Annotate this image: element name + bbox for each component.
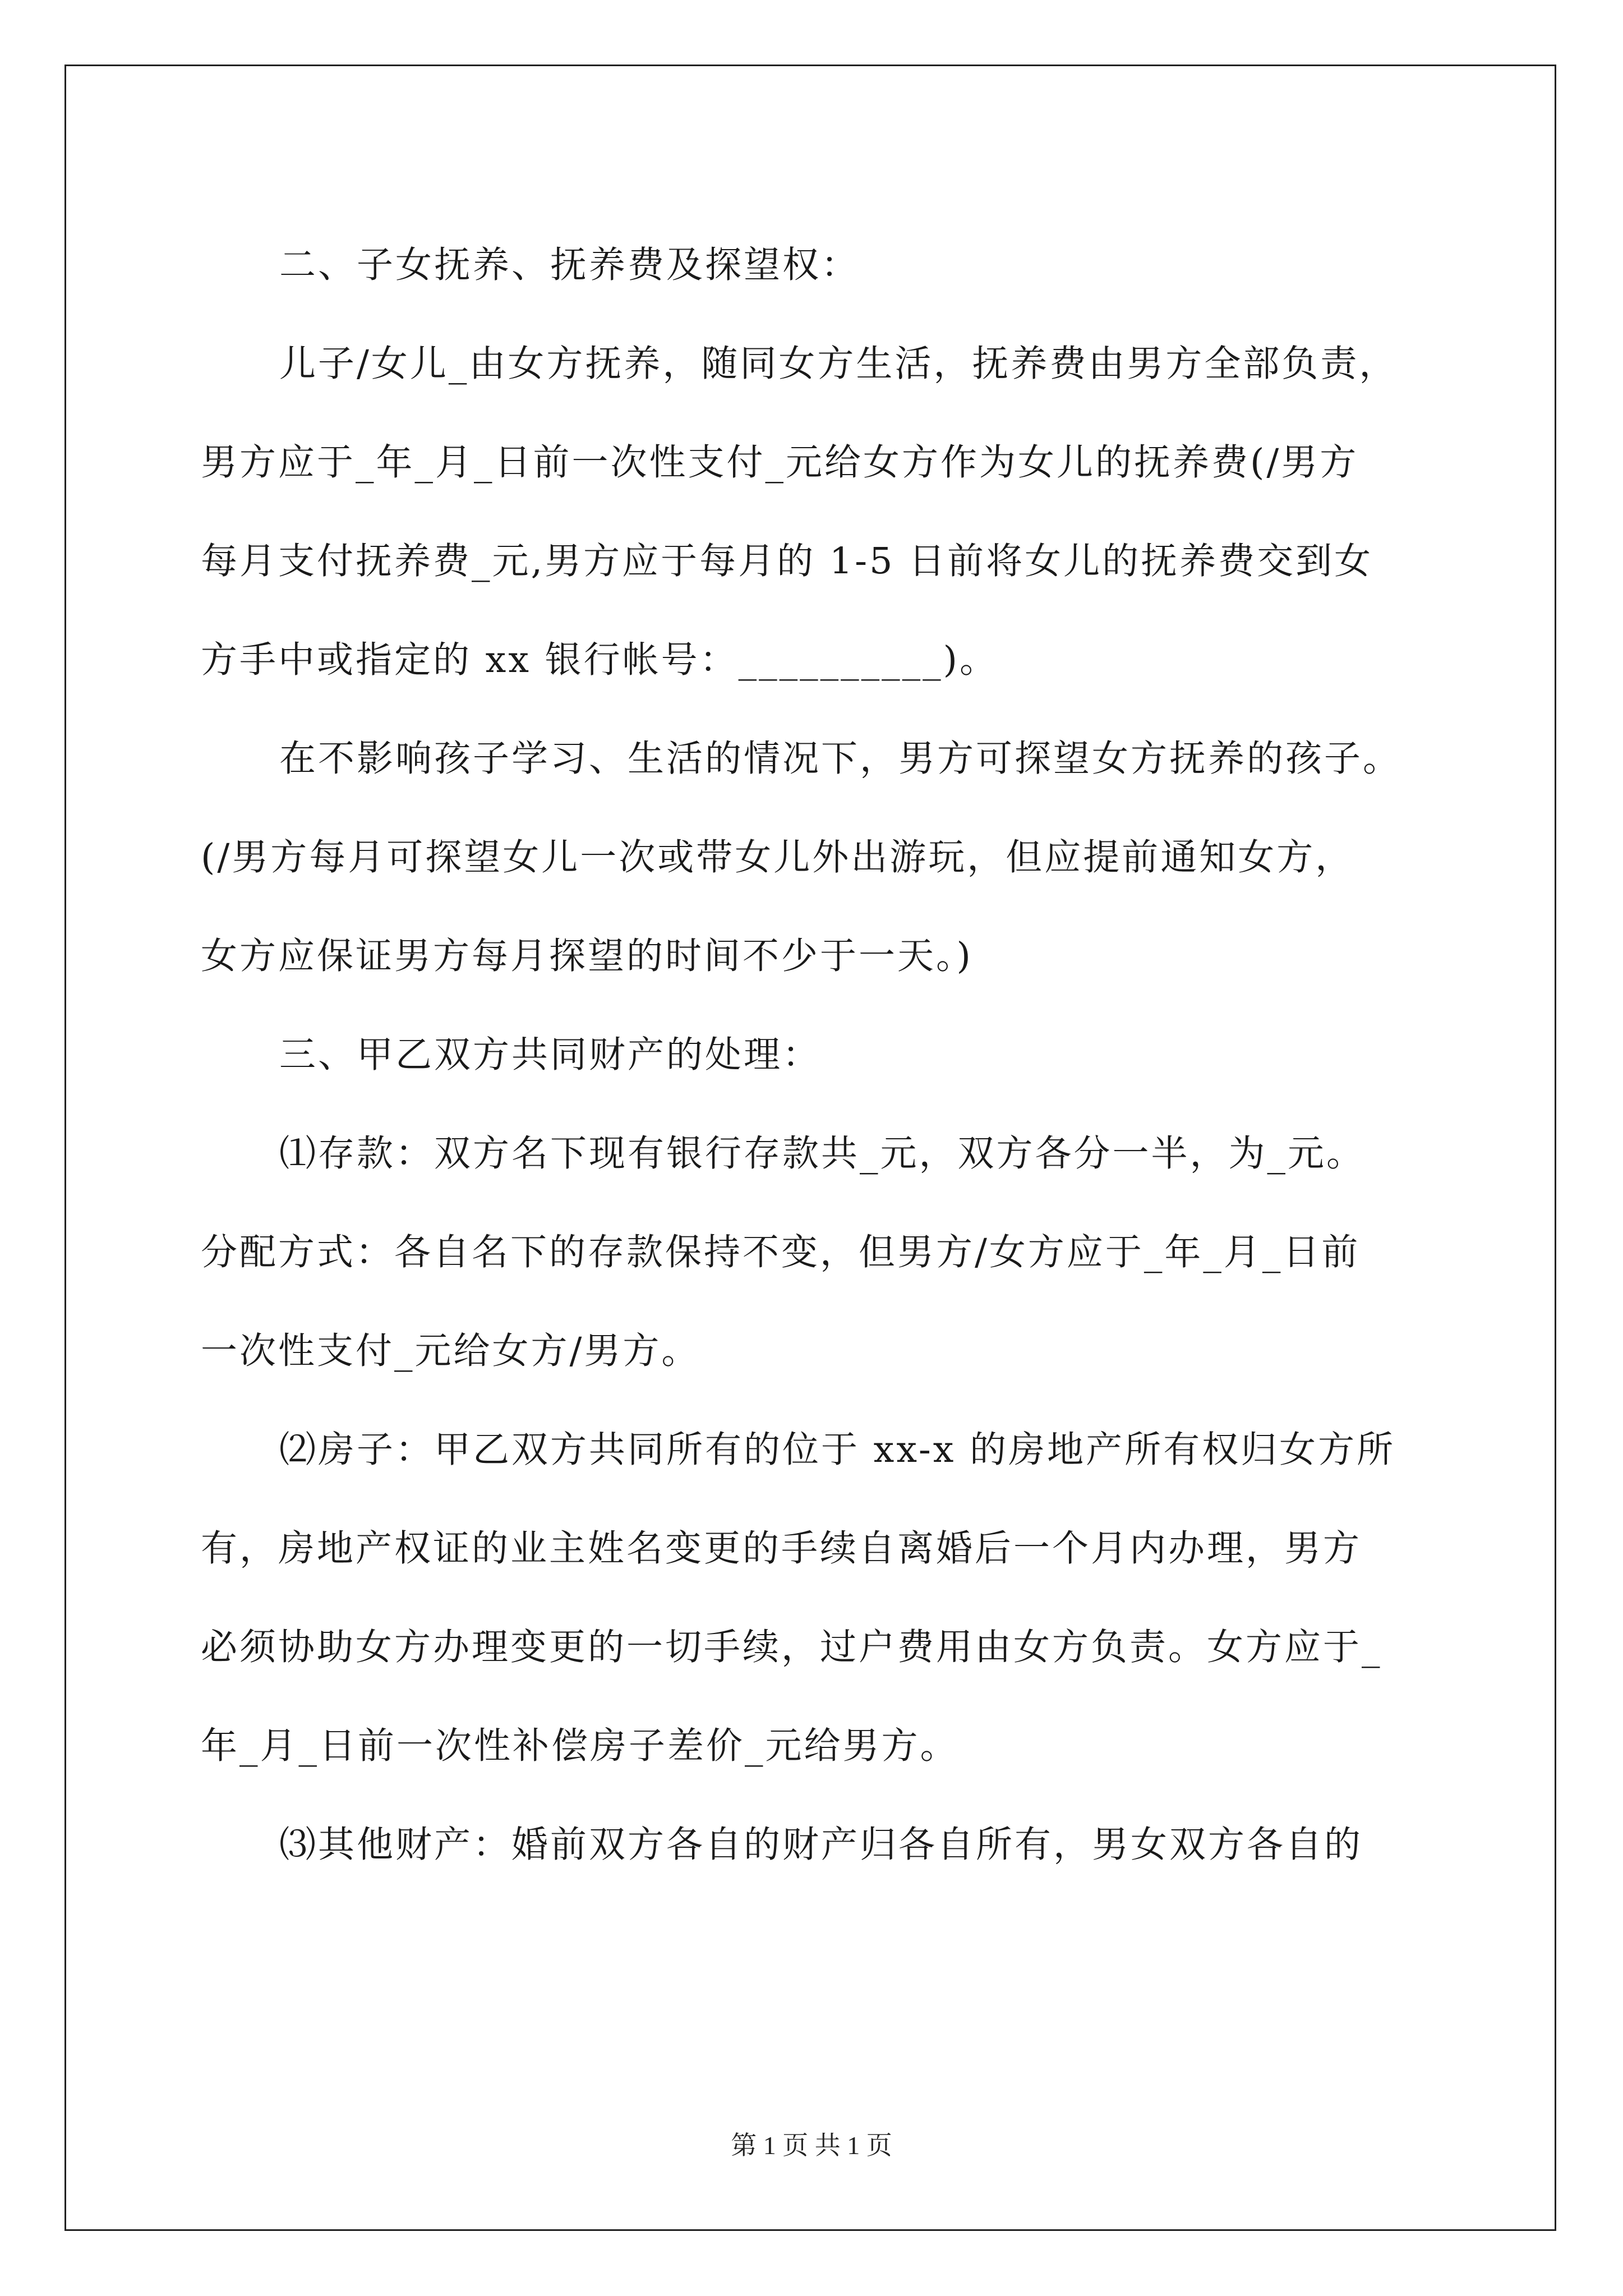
text-line: 每月支付抚养费_元,男方应于每月的 1-5 日前将女儿的抚养费交到女 — [201, 540, 1373, 582]
text-line: 二、子女抚养、抚养费及探望权： — [279, 244, 860, 286]
paragraph-savings — [201, 1105, 1435, 1401]
text-line: 三、甲乙双方共同财产的处理： — [279, 1034, 822, 1076]
paragraph-house — [201, 1401, 1435, 1796]
text-line: 儿子/女儿_由女方抚养，随同女方生活，抚养费由男方全部负责， — [279, 343, 1398, 385]
text-line: 女方应保证男方每月探望的时间不少于一天。) — [201, 935, 973, 977]
text-line: (/男方每月可探望女儿一次或带女儿外出游玩，但应提前通知女方， — [201, 836, 1354, 878]
section-heading-joint-property — [201, 1006, 1435, 1105]
text-line: 男方应于_年_月_日前一次性支付_元给女方作为女儿的抚养费(/男方 — [201, 441, 1359, 484]
text-line: 分配方式：各自名下的存款保持不变，但男方/女方应于_年_月_日前 — [201, 1231, 1361, 1273]
text-line: ⑴存款：双方名下现有银行存款共_元，双方各分一半，为_元。 — [279, 1133, 1366, 1175]
text-line: ⑵房子：甲乙双方共同所有的位于 xx-x 的房地产所有权归女方所 — [279, 1429, 1396, 1471]
paragraph-child-support — [201, 315, 1435, 710]
paragraph-other-property — [201, 1796, 1435, 1894]
page-number-footer: 第 1 页 共 1 页 — [731, 2131, 892, 2160]
text-line: 有，房地产权证的业主姓名变更的手续自离婚后一个月内办理，男方 — [201, 1527, 1362, 1570]
text-line: 方手中或指定的 xx 银行帐号：__________)。 — [201, 639, 998, 681]
text-line: 在不影响孩子学习、生活的情况下，男方可探望女方抚养的孩子。 — [279, 738, 1402, 780]
section-heading-child-custody — [201, 216, 1435, 315]
text-line: 年_月_日前一次性补偿房子差价_元给男方。 — [201, 1725, 959, 1767]
text-line: 一次性支付_元给女方/男方。 — [201, 1330, 700, 1372]
text-line: 必须协助女方办理变更的一切手续，过户费用由女方负责。女方应于_ — [201, 1626, 1382, 1668]
text-line: ⑶其他财产：婚前双方各自的财产归各自所有，男女双方各自的 — [279, 1824, 1363, 1866]
paragraph-visitation — [201, 710, 1435, 1006]
document-body — [201, 216, 1435, 1894]
